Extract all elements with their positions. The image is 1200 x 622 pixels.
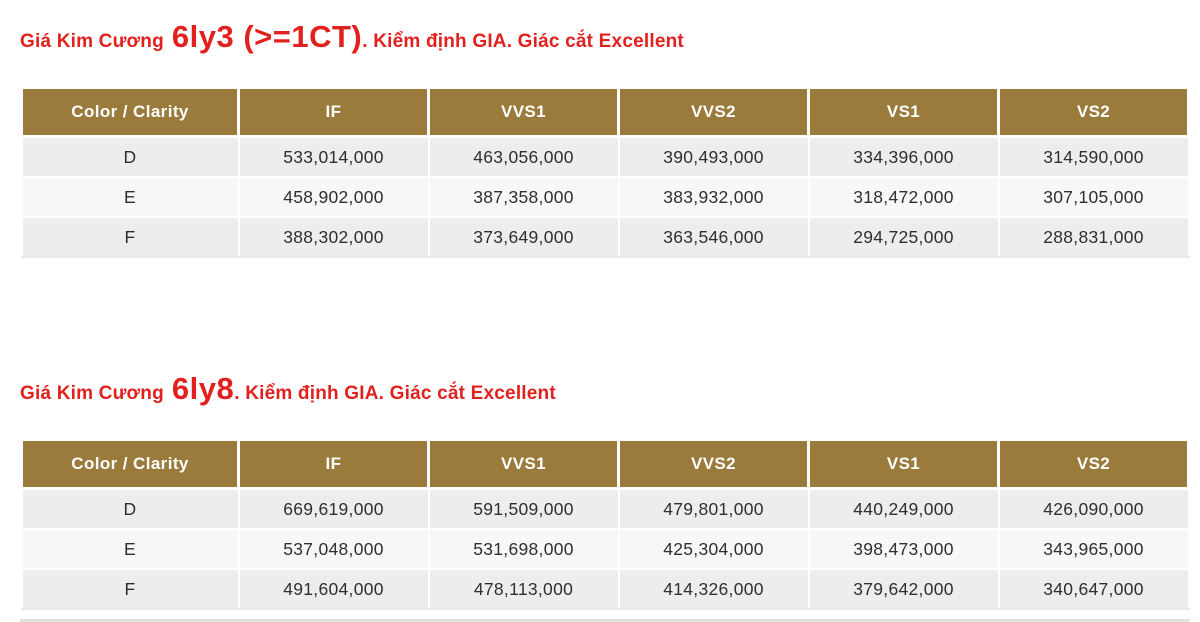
row-color-grade: E (22, 177, 239, 217)
price-cell: 373,649,000 (429, 217, 619, 257)
column-header-if: IF (239, 440, 429, 489)
price-cell: 478,113,000 (429, 569, 619, 609)
price-cell: 334,396,000 (809, 137, 999, 178)
column-header-vvs1: VVS1 (429, 440, 619, 489)
price-cell: 414,326,000 (619, 569, 809, 609)
price-table-6ly3 (20, 86, 1190, 258)
price-section-6ly3 (20, 18, 1190, 258)
title-suffix: . Kiểm định GIA. Giác cắt Excellent (362, 31, 684, 52)
column-header-if: IF (239, 88, 429, 137)
price-cell: 491,604,000 (239, 569, 429, 609)
price-cell: 531,698,000 (429, 529, 619, 569)
price-cell: 288,831,000 (999, 217, 1189, 257)
diamond-price-page (0, 18, 1200, 622)
table-row (22, 137, 1189, 178)
price-cell: 458,902,000 (239, 177, 429, 217)
row-color-grade: E (22, 529, 239, 569)
price-cell: 537,048,000 (239, 529, 429, 569)
price-cell: 669,619,000 (239, 489, 429, 530)
row-color-grade: F (22, 217, 239, 257)
price-cell: 340,647,000 (999, 569, 1189, 609)
price-table-6ly8 (20, 438, 1190, 610)
column-header-vvs2: VVS2 (619, 88, 809, 137)
column-header-vvs2: VVS2 (619, 440, 809, 489)
price-cell: 533,014,000 (239, 137, 429, 178)
table-row (22, 217, 1189, 257)
column-header-vs2: VS2 (999, 88, 1189, 137)
price-cell: 379,642,000 (809, 569, 999, 609)
price-table-body (22, 489, 1189, 610)
section-title-6ly8 (20, 370, 1190, 408)
title-diamond-size: 6ly3 (>=1CT) (171, 19, 363, 54)
price-cell: 440,249,000 (809, 489, 999, 530)
price-cell: 314,590,000 (999, 137, 1189, 178)
column-header-vs1: VS1 (809, 88, 999, 137)
price-cell: 390,493,000 (619, 137, 809, 178)
title-diamond-size: 6ly8 (171, 371, 235, 406)
price-cell: 294,725,000 (809, 217, 999, 257)
column-header-vvs1: VVS1 (429, 88, 619, 137)
price-cell: 318,472,000 (809, 177, 999, 217)
price-cell: 398,473,000 (809, 529, 999, 569)
price-cell: 425,304,000 (619, 529, 809, 569)
price-table-header (22, 440, 1189, 489)
table-row (22, 569, 1189, 609)
row-color-grade: D (22, 489, 239, 530)
column-header-color-clarity: Color / Clarity (22, 440, 239, 489)
price-cell: 307,105,000 (999, 177, 1189, 217)
row-color-grade: D (22, 137, 239, 178)
title-suffix: . Kiểm định GIA. Giác cắt Excellent (234, 383, 556, 404)
table-row (22, 529, 1189, 569)
title-prefix: Giá Kim Cương (20, 383, 164, 404)
section-title-6ly3 (20, 18, 1190, 56)
price-table-body (22, 137, 1189, 258)
price-cell: 387,358,000 (429, 177, 619, 217)
price-cell: 479,801,000 (619, 489, 809, 530)
price-cell: 426,090,000 (999, 489, 1189, 530)
price-cell: 388,302,000 (239, 217, 429, 257)
table-row (22, 489, 1189, 530)
price-cell: 591,509,000 (429, 489, 619, 530)
row-color-grade: F (22, 569, 239, 609)
header-row (22, 440, 1189, 489)
column-header-vs2: VS2 (999, 440, 1189, 489)
price-cell: 383,932,000 (619, 177, 809, 217)
title-prefix: Giá Kim Cương (20, 31, 164, 52)
header-row (22, 88, 1189, 137)
price-section-6ly8 (20, 370, 1190, 610)
price-cell: 463,056,000 (429, 137, 619, 178)
column-header-vs1: VS1 (809, 440, 999, 489)
table-row (22, 177, 1189, 217)
price-table-header (22, 88, 1189, 137)
price-cell: 343,965,000 (999, 529, 1189, 569)
price-cell: 363,546,000 (619, 217, 809, 257)
column-header-color-clarity: Color / Clarity (22, 88, 239, 137)
